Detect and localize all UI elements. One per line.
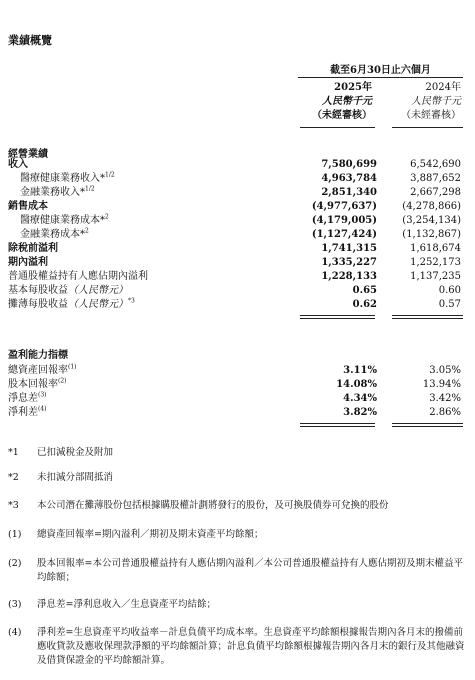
page-title: 業績概覽	[8, 34, 52, 47]
column-2025-unit: 人民幣千元	[322, 96, 372, 107]
row-label: 銷售成本	[8, 201, 48, 212]
table-row	[0, 406, 475, 420]
footnote	[0, 598, 475, 612]
table-row	[0, 214, 475, 228]
footnote-marker: (1)	[8, 529, 22, 540]
value-2024: 0.57	[438, 299, 461, 310]
period-underline	[298, 77, 463, 78]
column-2025-header-rule	[300, 127, 375, 128]
row-label: 淨利差$^{(4)}$	[8, 405, 47, 418]
footnote	[0, 471, 475, 485]
row-label: 總資產回報率$^{(1)}$	[8, 363, 77, 376]
value-2025: 1,335,227	[321, 257, 377, 268]
footnote-text: 淨利差=生息資產平均收益率－計息負債平均成本率。生息資產平均餘額根據報告期內各月末的撥備前應收貸款及應收保理款淨額的平均餘額計算；計息負債平均餘額根據報告期內各月末的銀行及其他融資及借貸保證金的平均餘額計算。	[37, 627, 465, 666]
column-2024-year: 2024年	[425, 82, 461, 93]
operating-2024-bottom-rule-double	[392, 318, 463, 319]
footnote-text: 淨息差=淨利息收入／生息資產平均結餘；	[37, 599, 216, 610]
table-row	[0, 392, 475, 406]
value-2024: 2,667,298	[410, 187, 461, 198]
row-label: 期內溢利	[8, 257, 48, 268]
value-2024: 1,618,674	[410, 243, 461, 254]
value-2025: 1,228,133	[321, 271, 377, 282]
value-2025: (4,179,005)	[311, 215, 377, 226]
table-row	[0, 158, 475, 172]
footnote	[0, 446, 475, 460]
footnote	[0, 528, 475, 542]
table-row	[0, 364, 475, 378]
table-row	[0, 256, 475, 270]
table-row	[0, 200, 475, 214]
value-2024: 3,887,652	[410, 173, 461, 184]
operating-2024-bottom-rule	[392, 315, 463, 316]
row-label: 攤薄每股收益（人民幣元）$^{*3}$	[8, 297, 135, 310]
value-2025: (4,977,637)	[311, 201, 377, 212]
value-2025: 4,963,784	[321, 173, 377, 184]
table-row	[0, 378, 475, 392]
profitability-heading: 盈利能力指標	[8, 350, 68, 361]
footnote-marker: (3)	[8, 599, 22, 610]
table-row	[0, 242, 475, 256]
value-2025: 2,851,340	[321, 187, 377, 198]
footnote-text: 股本回報率=本公司普通股權益持有人應佔期內溢利／本公司普通股權益持有人應佔期初及期末權益平均餘額；	[37, 558, 463, 583]
footnote-marker: *1	[8, 447, 19, 458]
table-row	[0, 298, 475, 312]
profitability-2024-bottom-rule	[392, 423, 463, 424]
column-2024-header-rule	[392, 127, 463, 128]
value-2025: 4.34%	[343, 393, 377, 404]
footnote-marker: *3	[8, 500, 19, 511]
table-row	[0, 228, 475, 242]
row-label: 股本回報率$^{(2)}$	[8, 377, 67, 390]
table-row	[0, 284, 475, 298]
footnote-text: 已扣減稅金及附加	[37, 447, 114, 458]
footnote-text: 未扣減分部間抵消	[37, 472, 114, 483]
row-label: 基本每股收益（人民幣元）	[8, 285, 128, 296]
value-2025: 3.11%	[343, 365, 377, 376]
operating-results-heading: 經營業績	[8, 149, 48, 160]
footnote-marker: (4)	[8, 627, 22, 638]
row-label: 醫療健康業務收入*$^{1/2}$	[20, 171, 115, 184]
period-header: 截至6月30日止六個月	[330, 65, 431, 76]
column-2024-audit: （未經審核）	[401, 110, 461, 121]
value-2024: 13.94%	[422, 379, 461, 390]
footnote	[0, 626, 475, 670]
footnote-marker: (2)	[8, 558, 22, 569]
value-2024: 3.05%	[429, 365, 461, 376]
row-label: 普通股權益持有人應佔期內溢利	[8, 271, 148, 282]
footnote	[0, 499, 475, 513]
value-2025: 14.08%	[336, 379, 377, 390]
value-2024: 6,542,690	[410, 159, 461, 170]
value-2025: (1,127,424)	[311, 229, 377, 240]
value-2024: (3,254,134)	[402, 215, 461, 226]
value-2025: 0.65	[352, 285, 377, 296]
value-2024: (4,278,866)	[402, 201, 461, 212]
row-label: 淨息差$^{(3)}$	[8, 391, 47, 404]
value-2025: 0.62	[352, 299, 377, 310]
footnote-text: 本公司潛在攤薄股份包括根據購股權計劃將發行的股份，及可換股債券可兌換的股份	[37, 500, 389, 511]
value-2024: 1,137,235	[410, 271, 461, 282]
row-label: 金融業務收入*$^{1/2}$	[20, 185, 95, 198]
row-label: 收入	[8, 159, 28, 170]
footnote-text: 總資產回報率=期內溢利／期初及期末資產平均餘額；	[37, 529, 264, 540]
row-label: 醫療健康業務成本*$^2$	[20, 213, 109, 226]
footnote	[0, 557, 475, 585]
row-label: 除稅前溢利	[8, 243, 58, 254]
table-row	[0, 172, 475, 186]
profitability-2024-bottom-rule-double	[392, 426, 463, 427]
value-2024: 2.86%	[429, 407, 461, 418]
value-2024: 0.60	[438, 285, 461, 296]
value-2024: 3.42%	[429, 393, 461, 404]
footnote-marker: *2	[8, 472, 19, 483]
table-row	[0, 270, 475, 284]
column-2025-audit: （未經審核）	[312, 110, 372, 121]
operating-2025-bottom-rule	[300, 315, 375, 316]
profitability-2025-bottom-rule	[300, 423, 375, 424]
column-2024-unit: 人民幣千元	[411, 96, 461, 107]
column-2025-year: 2025年	[334, 82, 372, 93]
profitability-2025-bottom-rule-double	[300, 426, 375, 427]
value-2025: 7,580,699	[321, 159, 377, 170]
value-2024: 1,252,173	[410, 257, 461, 268]
table-row	[0, 186, 475, 200]
value-2024: (1,132,867)	[402, 229, 461, 240]
value-2025: 3.82%	[343, 407, 377, 418]
value-2025: 1,741,315	[321, 243, 377, 254]
row-label: 金融業務成本*$^2$	[20, 227, 89, 240]
operating-2025-bottom-rule-double	[300, 318, 375, 319]
